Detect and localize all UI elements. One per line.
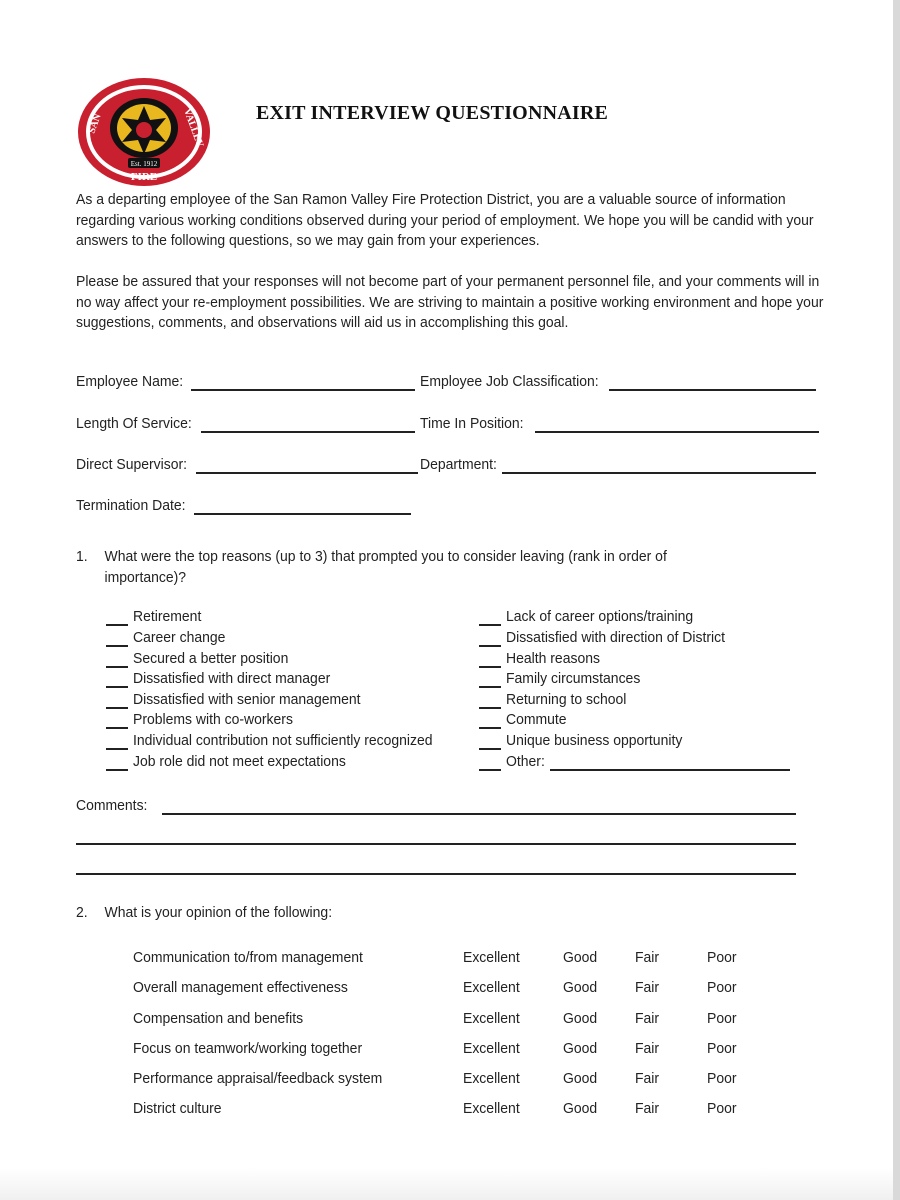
rating-poor[interactable]: Poor [707,1070,737,1087]
rating-poor[interactable]: Poor [707,1010,737,1027]
checkbox-blank[interactable] [479,748,501,750]
time-in-position-field[interactable] [535,431,819,433]
intro-paragraph-1: As a departing employee of the San Ramon Valley Fire Protection District, you are a valuable source of information regarding various working conditions observed during your period of employment. We hope you will be candid with your answers to the following questions, so we may gain from your experiences. [76,191,814,249]
rating-good[interactable]: Good [563,1010,598,1027]
reason-district-direction: Dissatisfied with direction of District [506,629,725,646]
rating-excellent[interactable]: Excellent [463,1040,520,1057]
comments-label: Comments: [76,797,148,814]
page-right-edge [893,0,900,1200]
rating-fair[interactable]: Fair [635,1010,660,1027]
svg-text:SAN: SAN [86,112,104,136]
rating-item-management-effectiveness: Overall management effectiveness [133,979,348,996]
employee-name-label: Employee Name: [76,373,184,390]
length-of-service-label: Length Of Service: [76,415,192,432]
other-reason-field[interactable] [550,769,790,771]
rating-poor[interactable]: Poor [707,1040,737,1057]
checkbox-blank[interactable] [479,769,501,771]
reason-senior-management: Dissatisfied with senior management [133,691,361,708]
reason-other: Other: [506,753,545,770]
rating-good[interactable]: Good [563,1070,598,1087]
rating-excellent[interactable]: Excellent [463,949,520,966]
reason-career-options: Lack of career options/training [506,608,694,625]
rating-fair[interactable]: Fair [635,1100,660,1117]
reason-co-workers: Problems with co-workers [133,711,293,728]
reason-business-opportunity: Unique business opportunity [506,732,683,749]
reason-better-position: Secured a better position [133,650,289,667]
checkbox-blank[interactable] [479,624,501,626]
reason-not-recognized: Individual contribution not sufficiently recognized [133,732,433,749]
length-of-service-field[interactable] [201,431,415,433]
rating-poor[interactable]: Poor [707,979,737,996]
comments-field-line-3[interactable] [76,873,796,875]
intro-paragraph-2: Please be assured that your responses will not become part of your permanent personnel file, and your comments will in no way affect your re-employment possibilities. We are striving to maintain a positive working environment and hope your suggestions, comments, and observations will aid us in accomplishing this goal. [76,273,824,331]
rating-good[interactable]: Good [563,979,598,996]
job-classification-field[interactable] [609,389,816,391]
rating-excellent[interactable]: Excellent [463,1070,520,1087]
comments-field-line-1[interactable] [162,813,796,815]
question-1-text: What were the top reasons (up to 3) that prompted you to consider leaving (rank in order of importance)? [104,548,667,586]
rating-excellent[interactable]: Excellent [463,1010,520,1027]
checkbox-blank[interactable] [106,727,128,729]
job-classification-label: Employee Job Classification: [420,373,599,390]
checkbox-blank[interactable] [106,748,128,750]
rating-good[interactable]: Good [563,1040,598,1057]
termination-date-label: Termination Date: [76,497,186,514]
svg-text:FIRE: FIRE [130,171,158,183]
rating-fair[interactable]: Fair [635,979,660,996]
reason-commute: Commute [506,711,567,728]
rating-item-communication: Communication to/from management [133,949,363,966]
question-1 [76,546,739,588]
rating-fair[interactable]: Fair [635,1040,660,1057]
rating-item-district-culture: District culture [133,1100,222,1117]
rating-excellent[interactable]: Excellent [463,979,520,996]
fire-district-seal-logo [76,76,212,188]
reason-health: Health reasons [506,650,600,667]
question-2 [76,902,739,923]
svg-text:Est. 1912: Est. 1912 [130,160,158,168]
page-title: EXIT INTERVIEW QUESTIONNAIRE [256,102,609,124]
reason-school: Returning to school [506,691,627,708]
checkbox-blank[interactable] [479,707,501,709]
reason-direct-manager: Dissatisfied with direct manager [133,670,331,687]
reason-job-role: Job role did not meet expectations [133,753,346,770]
question-1-number: 1. [76,548,88,565]
rating-item-performance-appraisal: Performance appraisal/feedback system [133,1070,383,1087]
rating-good[interactable]: Good [563,1100,598,1117]
direct-supervisor-label: Direct Supervisor: [76,456,188,473]
rating-fair[interactable]: Fair [635,949,660,966]
department-field[interactable] [502,472,816,474]
department-label: Department: [420,456,497,473]
rating-good[interactable]: Good [563,949,598,966]
svg-text:VALLEY: VALLEY [181,107,206,149]
rating-item-compensation: Compensation and benefits [133,1010,304,1027]
rating-excellent[interactable]: Excellent [463,1100,520,1117]
reason-retirement: Retirement [133,608,202,625]
checkbox-blank[interactable] [106,666,128,668]
reason-family: Family circumstances [506,670,641,687]
checkbox-blank[interactable] [479,727,501,729]
checkbox-blank[interactable] [106,686,128,688]
reason-career-change: Career change [133,629,226,646]
employee-name-field[interactable] [191,389,415,391]
rating-fair[interactable]: Fair [635,1070,660,1087]
question-2-text: What is your opinion of the following: [104,904,333,921]
checkbox-blank[interactable] [106,624,128,626]
checkbox-blank[interactable] [106,707,128,709]
checkbox-blank[interactable] [479,686,501,688]
checkbox-blank[interactable] [106,769,128,771]
comments-field-line-2[interactable] [76,843,796,845]
question-2-number: 2. [76,904,88,921]
checkbox-blank[interactable] [479,666,501,668]
checkbox-blank[interactable] [479,645,501,647]
rating-poor[interactable]: Poor [707,1100,737,1117]
page-bottom-shadow [0,1168,900,1200]
checkbox-blank[interactable] [106,645,128,647]
rating-item-teamwork: Focus on teamwork/working together [133,1040,363,1057]
rating-poor[interactable]: Poor [707,949,737,966]
time-in-position-label: Time In Position: [420,415,524,432]
direct-supervisor-field[interactable] [196,472,418,474]
termination-date-field[interactable] [194,513,411,515]
